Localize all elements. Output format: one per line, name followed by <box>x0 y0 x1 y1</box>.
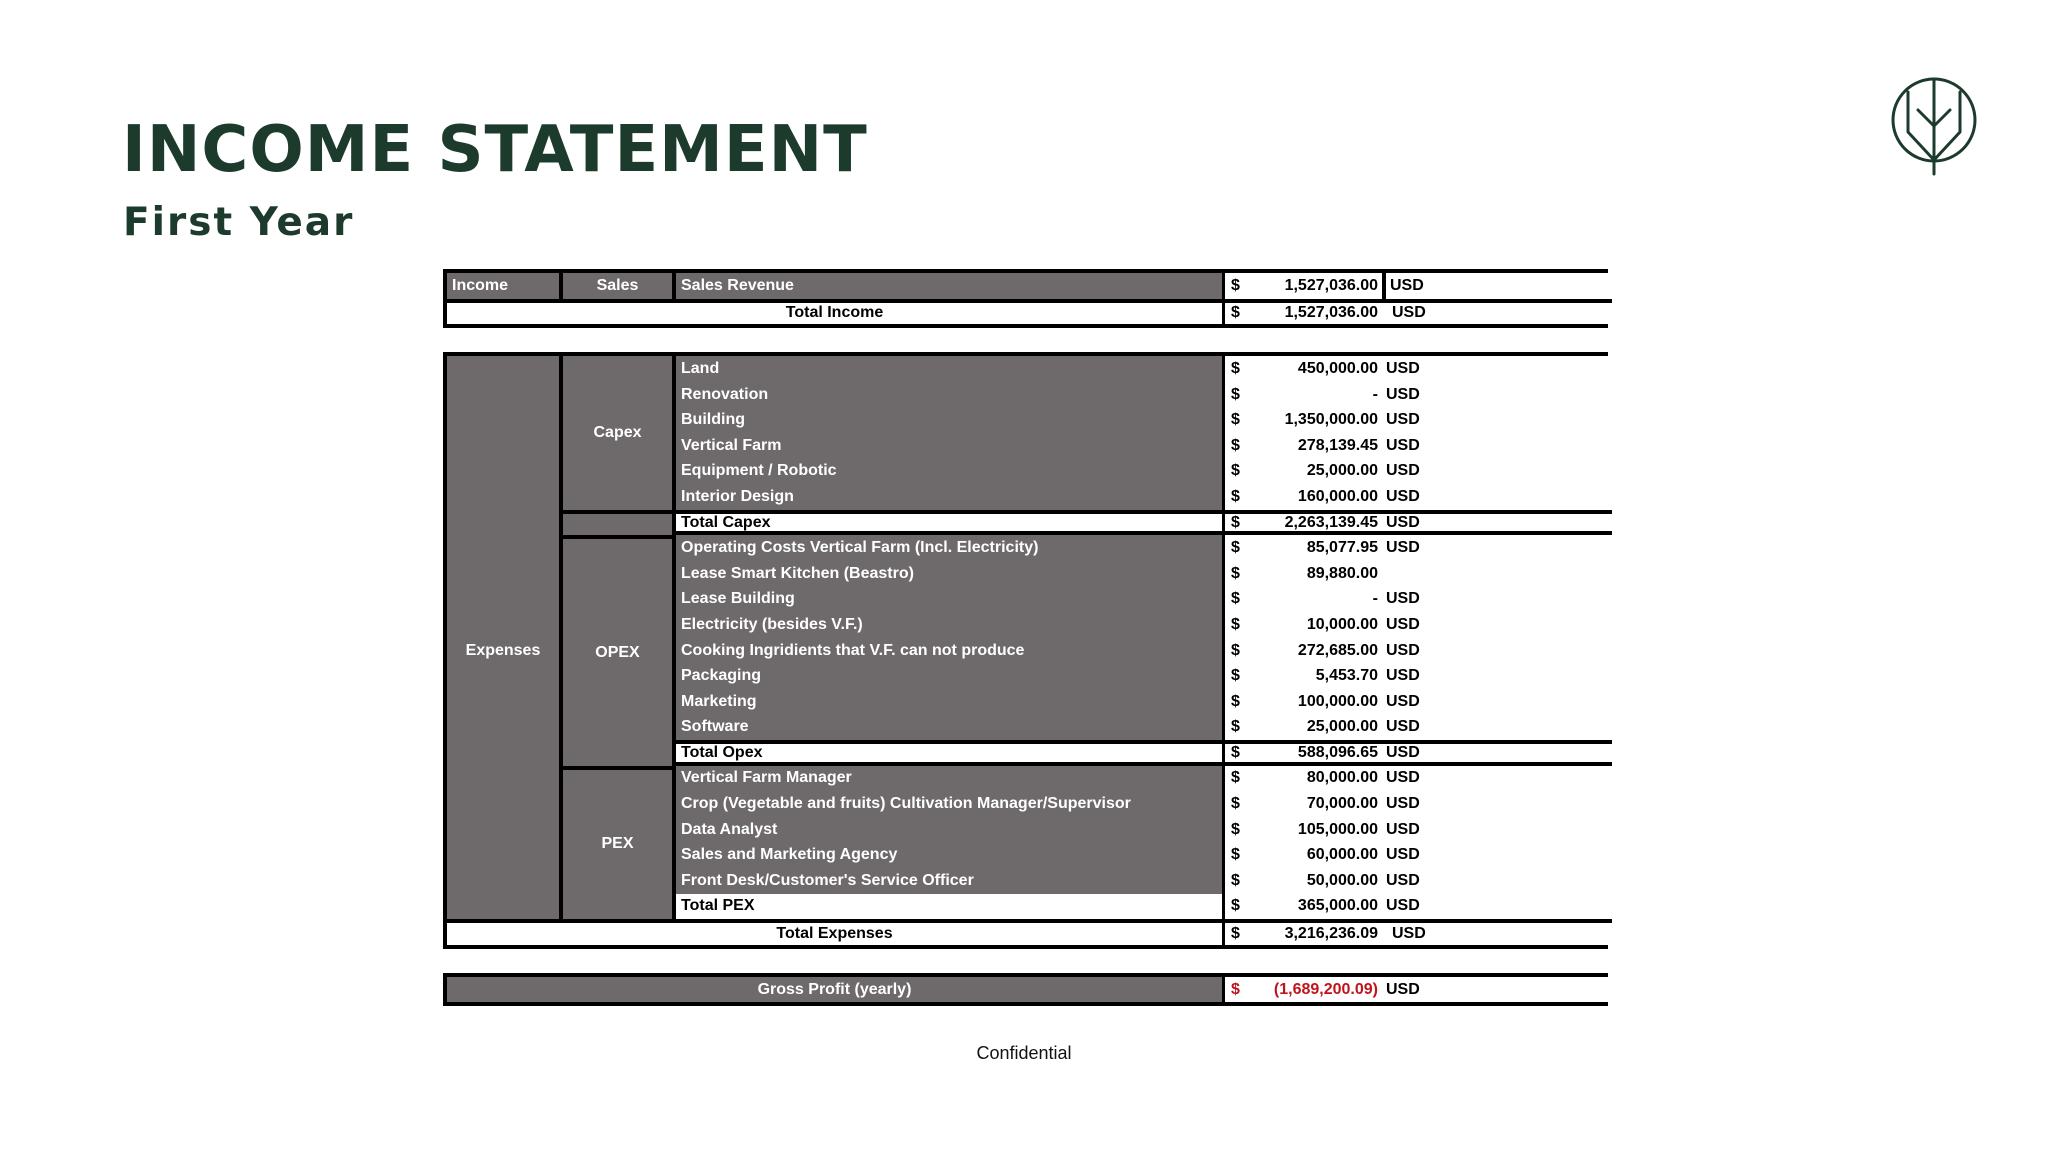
pex-item-amount: $ 60,000.00 <box>1222 842 1382 868</box>
income-block <box>443 269 1608 328</box>
total-capex-label: Total Capex <box>676 510 1222 536</box>
opex-item-unit: USD <box>1382 715 1612 741</box>
opex-item-amount: $ 85,077.95 <box>1222 535 1382 561</box>
total-income-amount: $ 1,527,036.00 <box>1222 299 1382 325</box>
total-capex-amount: $ 2,263,139.45 <box>1222 510 1382 536</box>
pex-item-label: Data Analyst <box>676 817 1222 843</box>
opex-item-label: Marketing <box>676 689 1222 715</box>
total-pex-unit: USD <box>1382 894 1612 920</box>
sales-revenue-unit: USD <box>1382 273 1612 299</box>
total-opex-label: Total Opex <box>676 740 1222 766</box>
opex-item-label: Cooking Ingridients that V.F. can not produce <box>676 638 1222 664</box>
capex-item-amount: $ - <box>1222 382 1382 408</box>
capex-item-label: Renovation <box>676 382 1222 408</box>
leaf-logo-icon <box>1888 74 1980 178</box>
opex-group-label: OPEX <box>563 535 676 765</box>
opex-item-amount: $ 89,880.00 <box>1222 561 1382 587</box>
pex-item-unit: USD <box>1382 842 1612 868</box>
capex-item-amount: $ 160,000.00 <box>1222 484 1382 510</box>
page-title: INCOME STATEMENT <box>122 113 868 187</box>
capex-item-unit: USD <box>1382 407 1612 433</box>
total-expenses-label: Total Expenses <box>447 919 1222 945</box>
income-statement-table <box>443 269 1608 1006</box>
opex-item-label: Lease Building <box>676 587 1222 613</box>
sales-revenue-amount: $ 1,527,036.00 <box>1222 273 1382 299</box>
opex-item-amount: $ 25,000.00 <box>1222 715 1382 741</box>
opex-item-amount: $ 272,685.00 <box>1222 638 1382 664</box>
pex-item-label: Sales and Marketing Agency <box>676 842 1222 868</box>
expenses-label: Expenses <box>447 356 563 945</box>
capex-item-amount: $ 450,000.00 <box>1222 356 1382 382</box>
capex-group-label: Capex <box>563 356 676 510</box>
pex-item-amount: $ 80,000.00 <box>1222 766 1382 792</box>
total-opex-unit: USD <box>1382 740 1612 766</box>
opex-item-amount: $ 5,453.70 <box>1222 663 1382 689</box>
capex-item-label: Building <box>676 407 1222 433</box>
opex-item-label: Software <box>676 715 1222 741</box>
opex-item-amount: $ - <box>1222 587 1382 613</box>
total-opex-amount: $ 588,096.65 <box>1222 740 1382 766</box>
opex-item-amount: $ 100,000.00 <box>1222 689 1382 715</box>
pex-group-label: PEX <box>563 766 676 920</box>
pex-item-unit: USD <box>1382 868 1612 894</box>
capex-item-label: Equipment / Robotic <box>676 459 1222 485</box>
gross-profit-amount: $ (1,689,200.09) <box>1222 977 1382 1003</box>
opex-item-unit: USD <box>1382 689 1612 715</box>
pex-item-amount: $ 50,000.00 <box>1222 868 1382 894</box>
pex-item-label: Vertical Farm Manager <box>676 766 1222 792</box>
capex-item-unit: USD <box>1382 382 1612 408</box>
confidential-footer: Confidential <box>976 1043 1072 1063</box>
capex-item-amount: $ 278,139.45 <box>1222 433 1382 459</box>
total-income-label: Total Income <box>447 299 1222 325</box>
opex-item-unit: USD <box>1382 663 1612 689</box>
capex-item-unit: USD <box>1382 484 1612 510</box>
capex-item-amount: $ 25,000.00 <box>1222 459 1382 485</box>
opex-item-label: Packaging <box>676 663 1222 689</box>
total-pex-amount: $ 365,000.00 <box>1222 894 1382 920</box>
capex-item-unit: USD <box>1382 433 1612 459</box>
gross-profit-block <box>443 973 1608 1007</box>
total-expenses-amount: $ 3,216,236.09 <box>1222 919 1382 945</box>
opex-item-unit: USD <box>1382 612 1612 638</box>
capex-item-unit: USD <box>1382 356 1612 382</box>
pex-item-unit: USD <box>1382 817 1612 843</box>
opex-item-label: Electricity (besides V.F.) <box>676 612 1222 638</box>
opex-item-amount: $ 10,000.00 <box>1222 612 1382 638</box>
capex-item-unit: USD <box>1382 459 1612 485</box>
income-label: Income <box>447 273 563 299</box>
opex-item-unit: USD <box>1382 638 1612 664</box>
pex-item-unit: USD <box>1382 766 1612 792</box>
opex-item-unit: USD <box>1382 587 1612 613</box>
sales-revenue-label: Sales Revenue <box>676 273 1222 299</box>
pex-item-amount: $ 105,000.00 <box>1222 817 1382 843</box>
capex-item-amount: $ 1,350,000.00 <box>1222 407 1382 433</box>
page-subtitle: First Year <box>123 200 355 245</box>
sales-group-label: Sales <box>563 273 676 299</box>
capex-item-label: Land <box>676 356 1222 382</box>
expenses-block <box>443 352 1608 949</box>
total-expenses-unit: USD <box>1382 919 1612 945</box>
pex-item-amount: $ 70,000.00 <box>1222 791 1382 817</box>
gross-profit-unit: USD <box>1382 977 1612 1003</box>
total-income-unit: USD <box>1382 299 1612 325</box>
opex-item-label: Lease Smart Kitchen (Beastro) <box>676 561 1222 587</box>
opex-item-label: Operating Costs Vertical Farm (Incl. Electricity) <box>676 535 1222 561</box>
pex-item-unit: USD <box>1382 791 1612 817</box>
pex-item-label: Front Desk/Customer's Service Officer <box>676 868 1222 894</box>
gross-profit-label: Gross Profit (yearly) <box>447 977 1222 1003</box>
total-capex-unit: USD <box>1382 510 1612 536</box>
capex-item-label: Interior Design <box>676 484 1222 510</box>
pex-item-label: Crop (Vegetable and fruits) Cultivation Manager/Supervisor <box>676 791 1222 817</box>
opex-item-unit: USD <box>1382 535 1612 561</box>
total-pex-label: Total PEX <box>676 894 1222 920</box>
opex-item-unit <box>1382 561 1612 587</box>
capex-item-label: Vertical Farm <box>676 433 1222 459</box>
